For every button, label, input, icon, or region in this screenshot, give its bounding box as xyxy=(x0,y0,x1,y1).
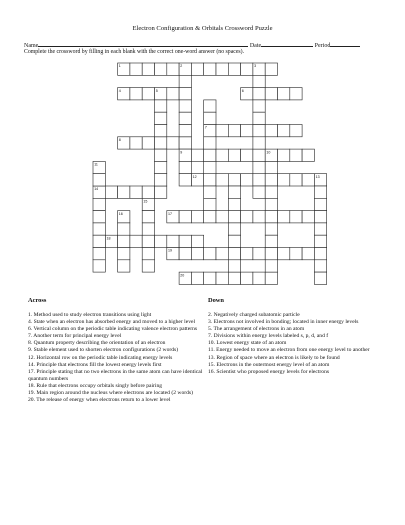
grid-cell[interactable] xyxy=(228,186,240,198)
clue-number: 8 xyxy=(118,138,121,142)
down-clue: 13. Region of space where an electron is likely to be found xyxy=(208,354,340,361)
grid-cell[interactable] xyxy=(265,88,277,100)
grid-cell[interactable] xyxy=(93,260,105,272)
grid-cell[interactable] xyxy=(278,149,290,161)
grid-cell[interactable] xyxy=(228,198,240,210)
grid-cell[interactable] xyxy=(241,63,253,75)
down-clue: 5. The arrangement of electrons in an atom xyxy=(208,326,305,333)
across-clue: 8. Quantum property describing the orientation of an electron xyxy=(28,340,166,347)
down-clue: 2. Negatively charged subatomic particle xyxy=(208,312,300,318)
grid-cell[interactable] xyxy=(216,149,228,161)
grid-cell[interactable] xyxy=(228,174,240,186)
grid-cell[interactable] xyxy=(216,63,228,75)
grid-cell[interactable] xyxy=(93,248,105,260)
grid-cell[interactable] xyxy=(179,211,191,223)
grid-cell[interactable] xyxy=(155,161,167,173)
grid-cell[interactable] xyxy=(290,88,302,100)
grid-cell[interactable] xyxy=(216,125,228,137)
down-clue: 15. Electrons in the outermost energy level of an atom xyxy=(208,361,330,368)
grid-cell[interactable] xyxy=(253,186,265,198)
grid-cell[interactable] xyxy=(142,88,154,100)
clue-number: 15 xyxy=(143,199,148,204)
grid-cell[interactable] xyxy=(191,248,203,260)
grid-cell[interactable] xyxy=(253,100,265,112)
grid-cell[interactable] xyxy=(278,211,290,223)
grid-cell[interactable] xyxy=(314,248,326,260)
grid-cell[interactable] xyxy=(179,161,191,173)
grid-cell[interactable] xyxy=(314,223,326,235)
clue-number: 3 xyxy=(254,64,257,69)
grid-cell[interactable] xyxy=(167,137,179,149)
grid-cell[interactable] xyxy=(155,174,167,186)
down-heading: Down xyxy=(208,297,224,304)
grid-cell[interactable] xyxy=(130,88,142,100)
grid-cell[interactable] xyxy=(253,174,265,186)
grid-cell[interactable] xyxy=(179,248,191,260)
grid-cell[interactable] xyxy=(179,174,191,186)
grid-cell[interactable] xyxy=(204,161,216,173)
grid-cell[interactable] xyxy=(204,211,216,223)
grid-cell[interactable] xyxy=(216,272,228,284)
grid-cell[interactable] xyxy=(228,125,240,137)
grid-cell[interactable] xyxy=(179,75,191,87)
grid-cell[interactable] xyxy=(142,235,154,247)
grid-cell[interactable] xyxy=(204,137,216,149)
grid-cell[interactable] xyxy=(241,211,253,223)
grid-cell[interactable] xyxy=(191,235,203,247)
grid-cell[interactable] xyxy=(253,211,265,223)
across-clue: 4. State when an electron has absorbed energy and moved to a higher level xyxy=(28,319,196,326)
grid-cell[interactable] xyxy=(118,248,130,260)
across-clue: 14. Principle that electrons fill the lowest energy levels first xyxy=(28,361,162,368)
grid-cell[interactable] xyxy=(253,75,265,87)
grid-cell[interactable] xyxy=(204,149,216,161)
across-clue: 18. Rule that electrons occupy orbitals singly before pairing xyxy=(28,382,163,389)
across-clue: 1. Method used to study electron transitions using light xyxy=(28,312,152,318)
grid-cell[interactable] xyxy=(130,186,142,198)
clue-number: 14 xyxy=(94,187,99,192)
grid-cell[interactable] xyxy=(179,88,191,100)
clue-number: 12 xyxy=(192,174,197,179)
across-heading: Across xyxy=(28,297,47,304)
grid-cell[interactable] xyxy=(241,149,253,161)
grid-cell[interactable] xyxy=(155,100,167,112)
grid-cell[interactable] xyxy=(253,125,265,137)
grid-cell[interactable] xyxy=(241,125,253,137)
grid-cell[interactable] xyxy=(142,248,154,260)
clue-number: 20 xyxy=(180,273,185,278)
grid-cell[interactable] xyxy=(167,235,179,247)
grid-cell[interactable] xyxy=(278,174,290,186)
down-clue: 10. Lowest energy state of an atom xyxy=(208,340,287,347)
name-label: Name xyxy=(24,43,39,49)
grid-cell[interactable] xyxy=(302,149,314,161)
grid-cell[interactable] xyxy=(228,211,240,223)
grid-cell[interactable] xyxy=(155,235,167,247)
grid-cell[interactable] xyxy=(105,186,117,198)
clue-number: 13 xyxy=(315,174,320,179)
grid-cell[interactable] xyxy=(191,63,203,75)
grid-cell[interactable] xyxy=(93,223,105,235)
clue-number: 4 xyxy=(118,88,121,93)
grid-cell[interactable] xyxy=(265,235,277,247)
across-clue: 9. Stable element used to shorten electron configurations (2 words) xyxy=(28,347,179,354)
across-clue-list xyxy=(28,312,203,404)
grid-cell[interactable] xyxy=(265,186,277,198)
clue-number: 6 xyxy=(241,88,244,93)
grid-cell[interactable] xyxy=(93,174,105,186)
grid-cell[interactable] xyxy=(204,198,216,210)
grid-cell[interactable] xyxy=(265,248,277,260)
grid-cell[interactable] xyxy=(93,198,105,210)
grid-cell[interactable] xyxy=(118,186,130,198)
grid-cell[interactable] xyxy=(265,125,277,137)
grid-cell[interactable] xyxy=(302,174,314,186)
grid-cell[interactable] xyxy=(155,186,167,198)
grid-cell[interactable] xyxy=(290,149,302,161)
down-clue: 11. Energy needed to move an electron from one energy level to another xyxy=(208,347,370,354)
grid-cell[interactable] xyxy=(241,272,253,284)
grid-cell[interactable] xyxy=(167,88,179,100)
grid-cell[interactable] xyxy=(167,63,179,75)
grid-cell[interactable] xyxy=(265,161,277,173)
down-clue: 3. Electrons not involved in bonding; located in inner energy levels xyxy=(208,319,359,326)
grid-cell[interactable] xyxy=(130,235,142,247)
grid-cell[interactable] xyxy=(216,211,228,223)
puzzle-title: Electron Configuration & Orbitals Crossword Puzzle xyxy=(132,25,273,32)
grid-cell[interactable] xyxy=(253,248,265,260)
grid-cell[interactable] xyxy=(118,235,130,247)
grid-cell[interactable] xyxy=(204,100,216,112)
grid-cell[interactable] xyxy=(241,174,253,186)
grid-cell[interactable] xyxy=(204,174,216,186)
clue-number: 17 xyxy=(168,211,172,216)
grid-cell[interactable] xyxy=(290,248,302,260)
clue-number: 19 xyxy=(168,248,172,253)
grid-cell[interactable] xyxy=(179,100,191,112)
grid-cell[interactable] xyxy=(142,211,154,223)
grid-cell[interactable] xyxy=(290,125,302,137)
across-clue: 20. The release of energy when electrons return to a lower level xyxy=(28,397,171,404)
grid-cell[interactable] xyxy=(265,198,277,210)
grid-cell[interactable] xyxy=(228,63,240,75)
grid-cell[interactable] xyxy=(290,211,302,223)
date-label: Date xyxy=(249,43,262,49)
grid-cell[interactable] xyxy=(253,88,265,100)
grid-cell[interactable] xyxy=(228,260,240,272)
grid-cell[interactable] xyxy=(265,211,277,223)
clue-number: 2 xyxy=(180,64,183,69)
grid-cell[interactable] xyxy=(253,161,265,173)
grid-cell[interactable] xyxy=(204,112,216,124)
grid-cell[interactable] xyxy=(179,235,191,247)
grid-cell[interactable] xyxy=(155,137,167,149)
grid-cell[interactable] xyxy=(179,112,191,124)
grid-cell[interactable] xyxy=(314,272,326,284)
down-clue-list xyxy=(208,312,388,376)
grid-cell[interactable] xyxy=(265,260,277,272)
grid-cell[interactable] xyxy=(290,174,302,186)
grid-cell[interactable] xyxy=(179,137,191,149)
grid-cell[interactable] xyxy=(155,149,167,161)
grid-cell[interactable] xyxy=(216,248,228,260)
grid-cell[interactable] xyxy=(142,223,154,235)
grid-cell[interactable] xyxy=(204,186,216,198)
grid-cell[interactable] xyxy=(130,63,142,75)
grid-cell[interactable] xyxy=(155,63,167,75)
grid-cell[interactable] xyxy=(278,88,290,100)
grid-cell[interactable] xyxy=(179,125,191,137)
grid-cell[interactable] xyxy=(253,137,265,149)
grid-cell[interactable] xyxy=(118,260,130,272)
clue-number: 5 xyxy=(155,88,158,93)
grid-cell[interactable] xyxy=(253,272,265,284)
period-label: Period xyxy=(314,43,331,49)
across-clue: 7. Another term for principal energy level xyxy=(28,333,122,340)
grid-cell[interactable] xyxy=(314,211,326,223)
grid-cell[interactable] xyxy=(216,174,228,186)
grid-cell[interactable] xyxy=(314,235,326,247)
grid-cell[interactable] xyxy=(265,223,277,235)
grid-cell[interactable] xyxy=(253,112,265,124)
grid-cell[interactable] xyxy=(253,149,265,161)
grid-cell[interactable] xyxy=(142,186,154,198)
clue-number: 10 xyxy=(266,150,271,155)
clue-number: 9 xyxy=(180,150,183,155)
down-clue: 7. Divisions within energy levels labeled s, p, d, and f xyxy=(208,333,329,340)
grid-cell[interactable] xyxy=(302,211,314,223)
clue-number: 7 xyxy=(204,125,207,130)
grid-cell[interactable] xyxy=(142,260,154,272)
across-clue: 12. Horizontal row on the periodic table indicating energy levels xyxy=(28,354,173,361)
clue-number: 1 xyxy=(118,64,121,69)
clue-number: 11 xyxy=(94,162,98,167)
instructions: Complete the crossword by filling in each blank with the correct one-word answer (no spaces). xyxy=(24,49,245,55)
grid-cell[interactable] xyxy=(204,248,216,260)
grid-cell[interactable] xyxy=(93,211,105,223)
grid-cell[interactable] xyxy=(130,137,142,149)
across-clue: 6. Vertical column on the periodic table indicating valence electron patterns xyxy=(28,326,198,333)
grid-cell[interactable] xyxy=(314,198,326,210)
grid-cell[interactable] xyxy=(314,186,326,198)
grid-cell[interactable] xyxy=(265,63,277,75)
across-clue: 17. Principle stating that no two electrons in the same atom can have identical quantum numbers xyxy=(28,368,203,382)
grid-cell[interactable] xyxy=(142,63,154,75)
grid-cell[interactable] xyxy=(265,272,277,284)
grid-cell[interactable] xyxy=(155,125,167,137)
clue-number: 18 xyxy=(106,236,111,241)
grid-cell[interactable] xyxy=(278,125,290,137)
grid-cell[interactable] xyxy=(228,149,240,161)
grid-cell[interactable] xyxy=(191,211,203,223)
clue-number: 16 xyxy=(118,211,123,216)
grid-cell[interactable] xyxy=(228,272,240,284)
grid-cell[interactable] xyxy=(155,112,167,124)
grid-cell[interactable] xyxy=(265,174,277,186)
grid-cell[interactable] xyxy=(204,272,216,284)
grid-cell[interactable] xyxy=(228,248,240,260)
grid-cell[interactable] xyxy=(118,223,130,235)
grid-cell[interactable] xyxy=(228,235,240,247)
grid-cell[interactable] xyxy=(302,248,314,260)
grid-cell[interactable] xyxy=(314,260,326,272)
grid-cell[interactable] xyxy=(204,63,216,75)
grid-cell[interactable] xyxy=(191,149,203,161)
grid-cell[interactable] xyxy=(142,137,154,149)
down-clue: 16. Scientist who proposed energy levels for electrons xyxy=(208,368,330,375)
grid-cell[interactable] xyxy=(278,248,290,260)
across-clue: 19. Main region around the nucleus where electrons are located (2 words) xyxy=(28,390,193,397)
grid-cell[interactable] xyxy=(191,272,203,284)
grid-cell[interactable] xyxy=(241,248,253,260)
grid-cell[interactable] xyxy=(93,235,105,247)
grid-cell[interactable] xyxy=(228,223,240,235)
